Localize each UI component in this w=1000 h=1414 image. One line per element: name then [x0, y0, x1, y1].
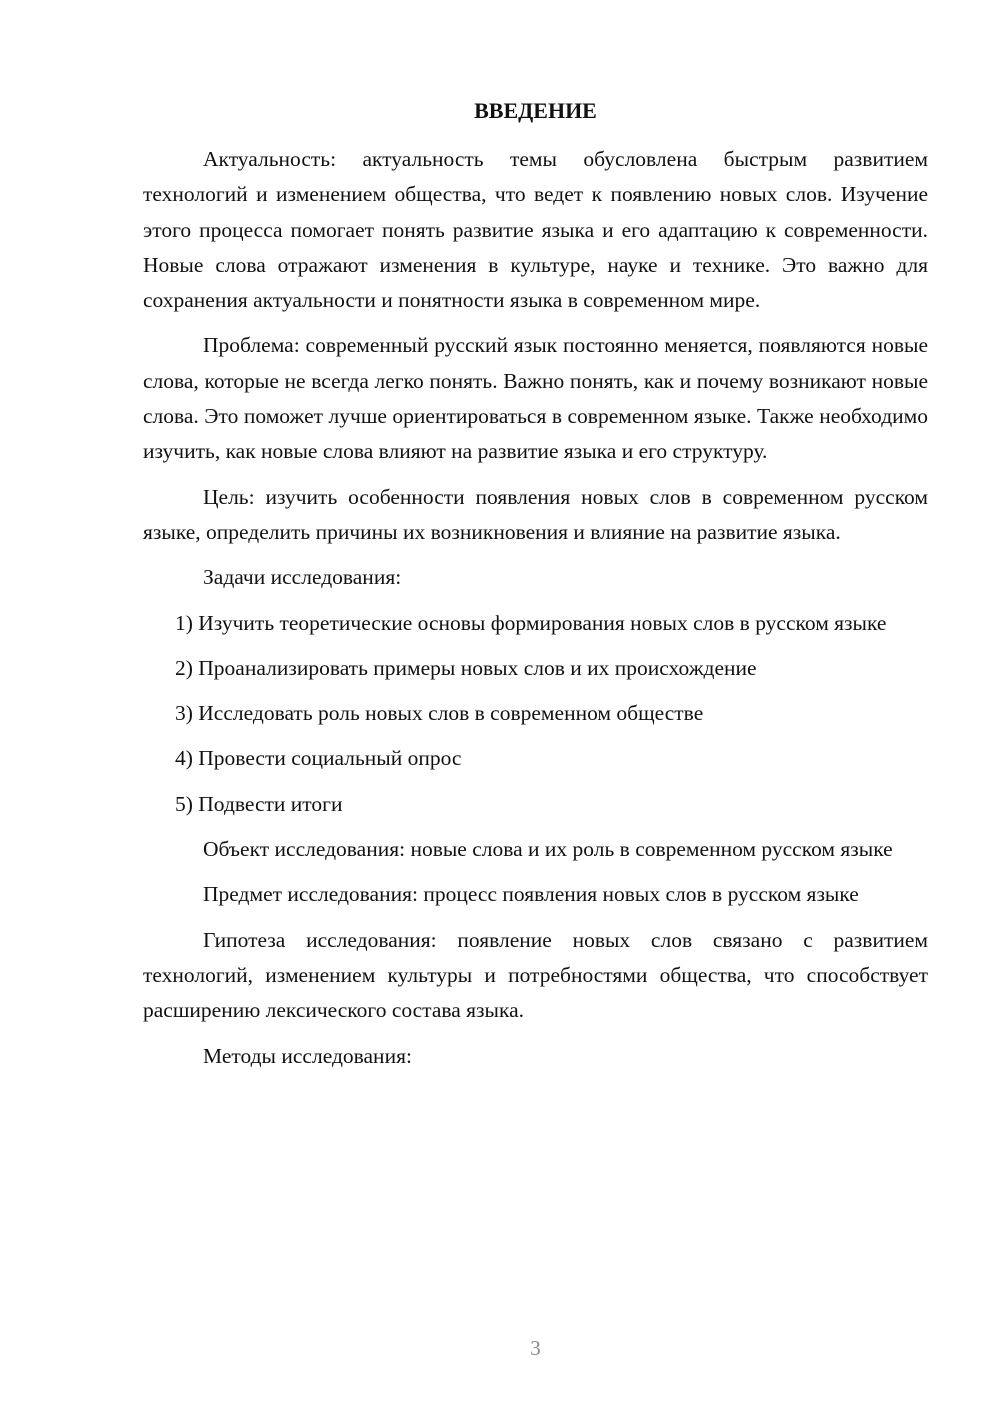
task-item: 3) Исследовать роль новых слов в современном обществе	[175, 701, 704, 726]
task-item: 5) Подвести итоги	[175, 791, 343, 816]
paragraph-object: Объект исследования: новые слова и их роль в современном русском языке	[203, 837, 893, 862]
paragraph-subject: Предмет исследования: процесс появления новых слов в русском языке	[203, 882, 859, 907]
paragraph-hypothesis: Гипотеза исследования: появление новых слов связано с развитием технологий, изменением культуры и потребностями общества, что способствует расширению лексического состава языка.	[143, 927, 928, 1023]
document-body	[143, 142, 928, 1084]
task-item: 4) Провести социальный опрос	[175, 746, 462, 771]
page-number: 3	[530, 1336, 541, 1360]
methods-heading: Методы исследования:	[203, 1043, 412, 1068]
tasks-list	[143, 606, 928, 822]
document-title: ВВЕДЕНИЕ	[474, 98, 597, 123]
paragraph-problem: Проблема: современный русский язык постоянно меняется, появляются новые слова, которые не всегда легко понять. Важно понять, как и почему возникают новые слова. Это поможет лучше ориентироваться в современном языке. Также необходимо изучить, как новые слова влияют на развитие языка и его структуру.	[143, 333, 928, 464]
document-page	[143, 0, 928, 1414]
task-item: 2) Проанализировать примеры новых слов и их происхождение	[175, 655, 757, 680]
task-item: 1) Изучить теоретические основы формирования новых слов в русском языке	[175, 610, 887, 635]
paragraph-relevance: Актуальность: актуальность темы обусловлена быстрым развитием технологий и изменением общества, что ведет к появлению новых слов. Изучение этого процесса помогает понять развитие языка и его адаптацию к современности. Новые слова отражают изменения в культуре, науке и технике. Это важно для сохранения актуальности и понятности языка в современном мире.	[143, 147, 928, 313]
paragraph-goal: Цель: изучить особенности появления новых слов в современном русском языке, определить причины их возникновения и влияние на развитие языка.	[143, 484, 928, 544]
tasks-heading: Задачи исследования:	[203, 565, 402, 590]
